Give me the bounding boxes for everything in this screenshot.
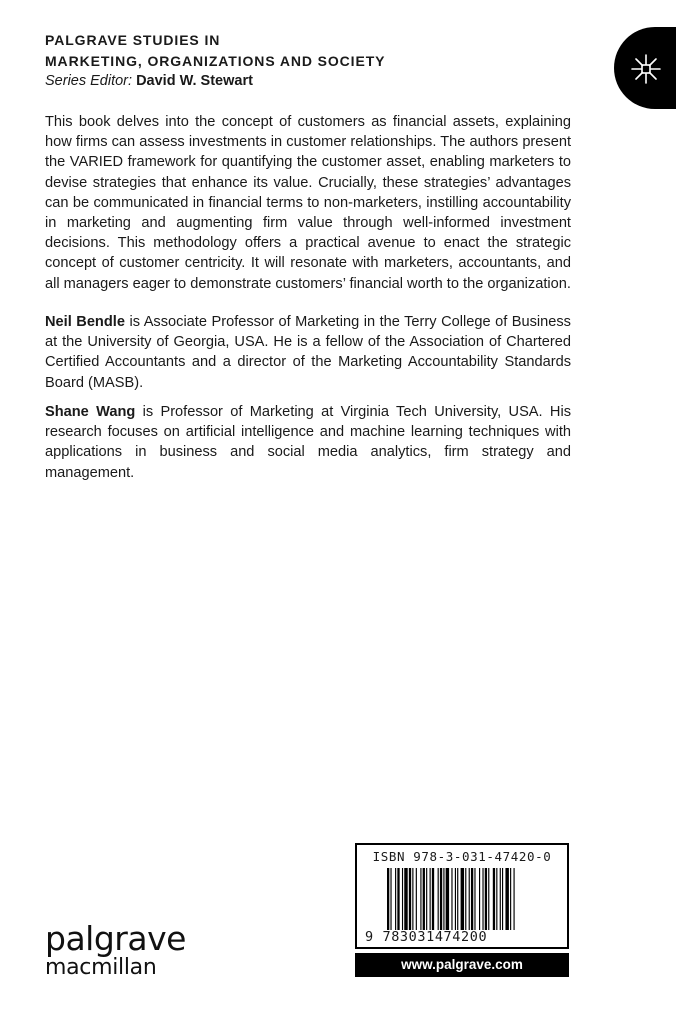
barcode-bar — [493, 868, 495, 930]
barcode-bars — [387, 868, 537, 930]
isbn-number: ISBN 978-3-031-47420-0 — [372, 849, 552, 864]
barcode-bar — [387, 868, 389, 930]
barcode-bar — [404, 868, 407, 930]
ean-digits — [365, 929, 565, 945]
barcode-bar — [412, 868, 413, 930]
barcode-bar — [390, 868, 391, 930]
barcode-bar — [505, 868, 508, 930]
ean-remaining-digits: 783031474200 — [382, 929, 488, 945]
barcode-bar — [423, 868, 425, 930]
author-bio-text: is Associate Professor of Marketing in the Terry College of Business at the University of Georgia, USA. He is a fellow of the Association of Chartered Certified Accountants and a director of the Marketing Accountability Standards Board (MASB). — [45, 314, 571, 391]
barcode-bar — [502, 868, 503, 930]
isbn-barcode-box — [355, 843, 569, 949]
barcode-bar — [482, 868, 483, 930]
barcode-bar — [474, 868, 475, 930]
series-title-line1: PALGRAVE STUDIES IN — [45, 32, 221, 48]
barcode-bar — [446, 868, 449, 930]
publisher-website[interactable]: www.palgrave.com — [355, 953, 569, 977]
author-bio-shane-wang — [45, 402, 571, 483]
publisher-wordmark-line1: palgrave — [45, 919, 186, 958]
barcode-bar — [451, 868, 452, 930]
barcode-bar — [432, 868, 434, 930]
barcode-bar — [469, 868, 470, 930]
barcode-bar — [510, 868, 511, 930]
barcode-bar — [461, 868, 464, 930]
barcode-bar — [438, 868, 439, 930]
barcode-bar — [420, 868, 421, 930]
barcode-bar — [440, 868, 442, 930]
palgrave-star-icon — [628, 51, 664, 87]
barcode-bar — [402, 868, 403, 930]
barcode-bar — [465, 868, 466, 930]
author-name: Shane Wang — [45, 404, 136, 420]
barcode-bar — [457, 868, 458, 930]
barcode-bar — [409, 868, 411, 930]
barcode-bar — [485, 868, 487, 930]
author-name: Neil Bendle — [45, 314, 125, 330]
series-editor-name: David W. Stewart — [136, 73, 253, 89]
barcode-bar — [514, 868, 515, 930]
publisher-wordmark — [45, 919, 186, 980]
publisher-wordmark-line2: macmillan — [45, 955, 157, 980]
barcode-bar — [395, 868, 396, 930]
publisher-logo-tab — [614, 27, 676, 109]
book-description: This book delves into the concept of customers as financial assets, explaining how firms can assess investments in customer relationships. The authors present the VARIED framework for quantifying the customer asset, enabling marketers to devise strategies that enhance its value. Crucially, these strategies’ advantages can be communicated in financial terms to non-marketers, instilling accountability in marketing and augmenting firm value through well-informed investment decisions. This methodology offers a practical avenue to enact the strategic concept of customer centricity. It will resonate with marketers, accountants, and all managers eager to demonstrate customers’ financial worth to the organization. — [45, 114, 571, 292]
barcode-bar — [471, 868, 473, 930]
series-title — [45, 30, 565, 72]
barcode-bar — [496, 868, 497, 930]
barcode-bar — [426, 868, 427, 930]
barcode-bar — [500, 868, 501, 930]
barcode-bar — [455, 868, 456, 930]
barcode-bar — [430, 868, 431, 930]
barcode-bar — [416, 868, 417, 930]
author-bio-text: is Professor of Marketing at Virginia Tech University, USA. His research focuses on artificial intelligence and machine learning techniques with applications in business and social media analytics, firm strategy and management. — [45, 404, 571, 481]
barcode-bar — [397, 868, 399, 930]
series-editor — [45, 71, 253, 91]
barcode-bar — [488, 868, 489, 930]
series-editor-label: Series Editor: — [45, 73, 133, 89]
barcode-bar — [479, 868, 480, 930]
barcode-bar — [443, 868, 444, 930]
series-title-line2: MARKETING, ORGANIZATIONS AND SOCIETY — [45, 53, 386, 69]
ean-first-digit: 9 — [365, 929, 374, 945]
author-bio-neil-bendle — [45, 312, 571, 393]
